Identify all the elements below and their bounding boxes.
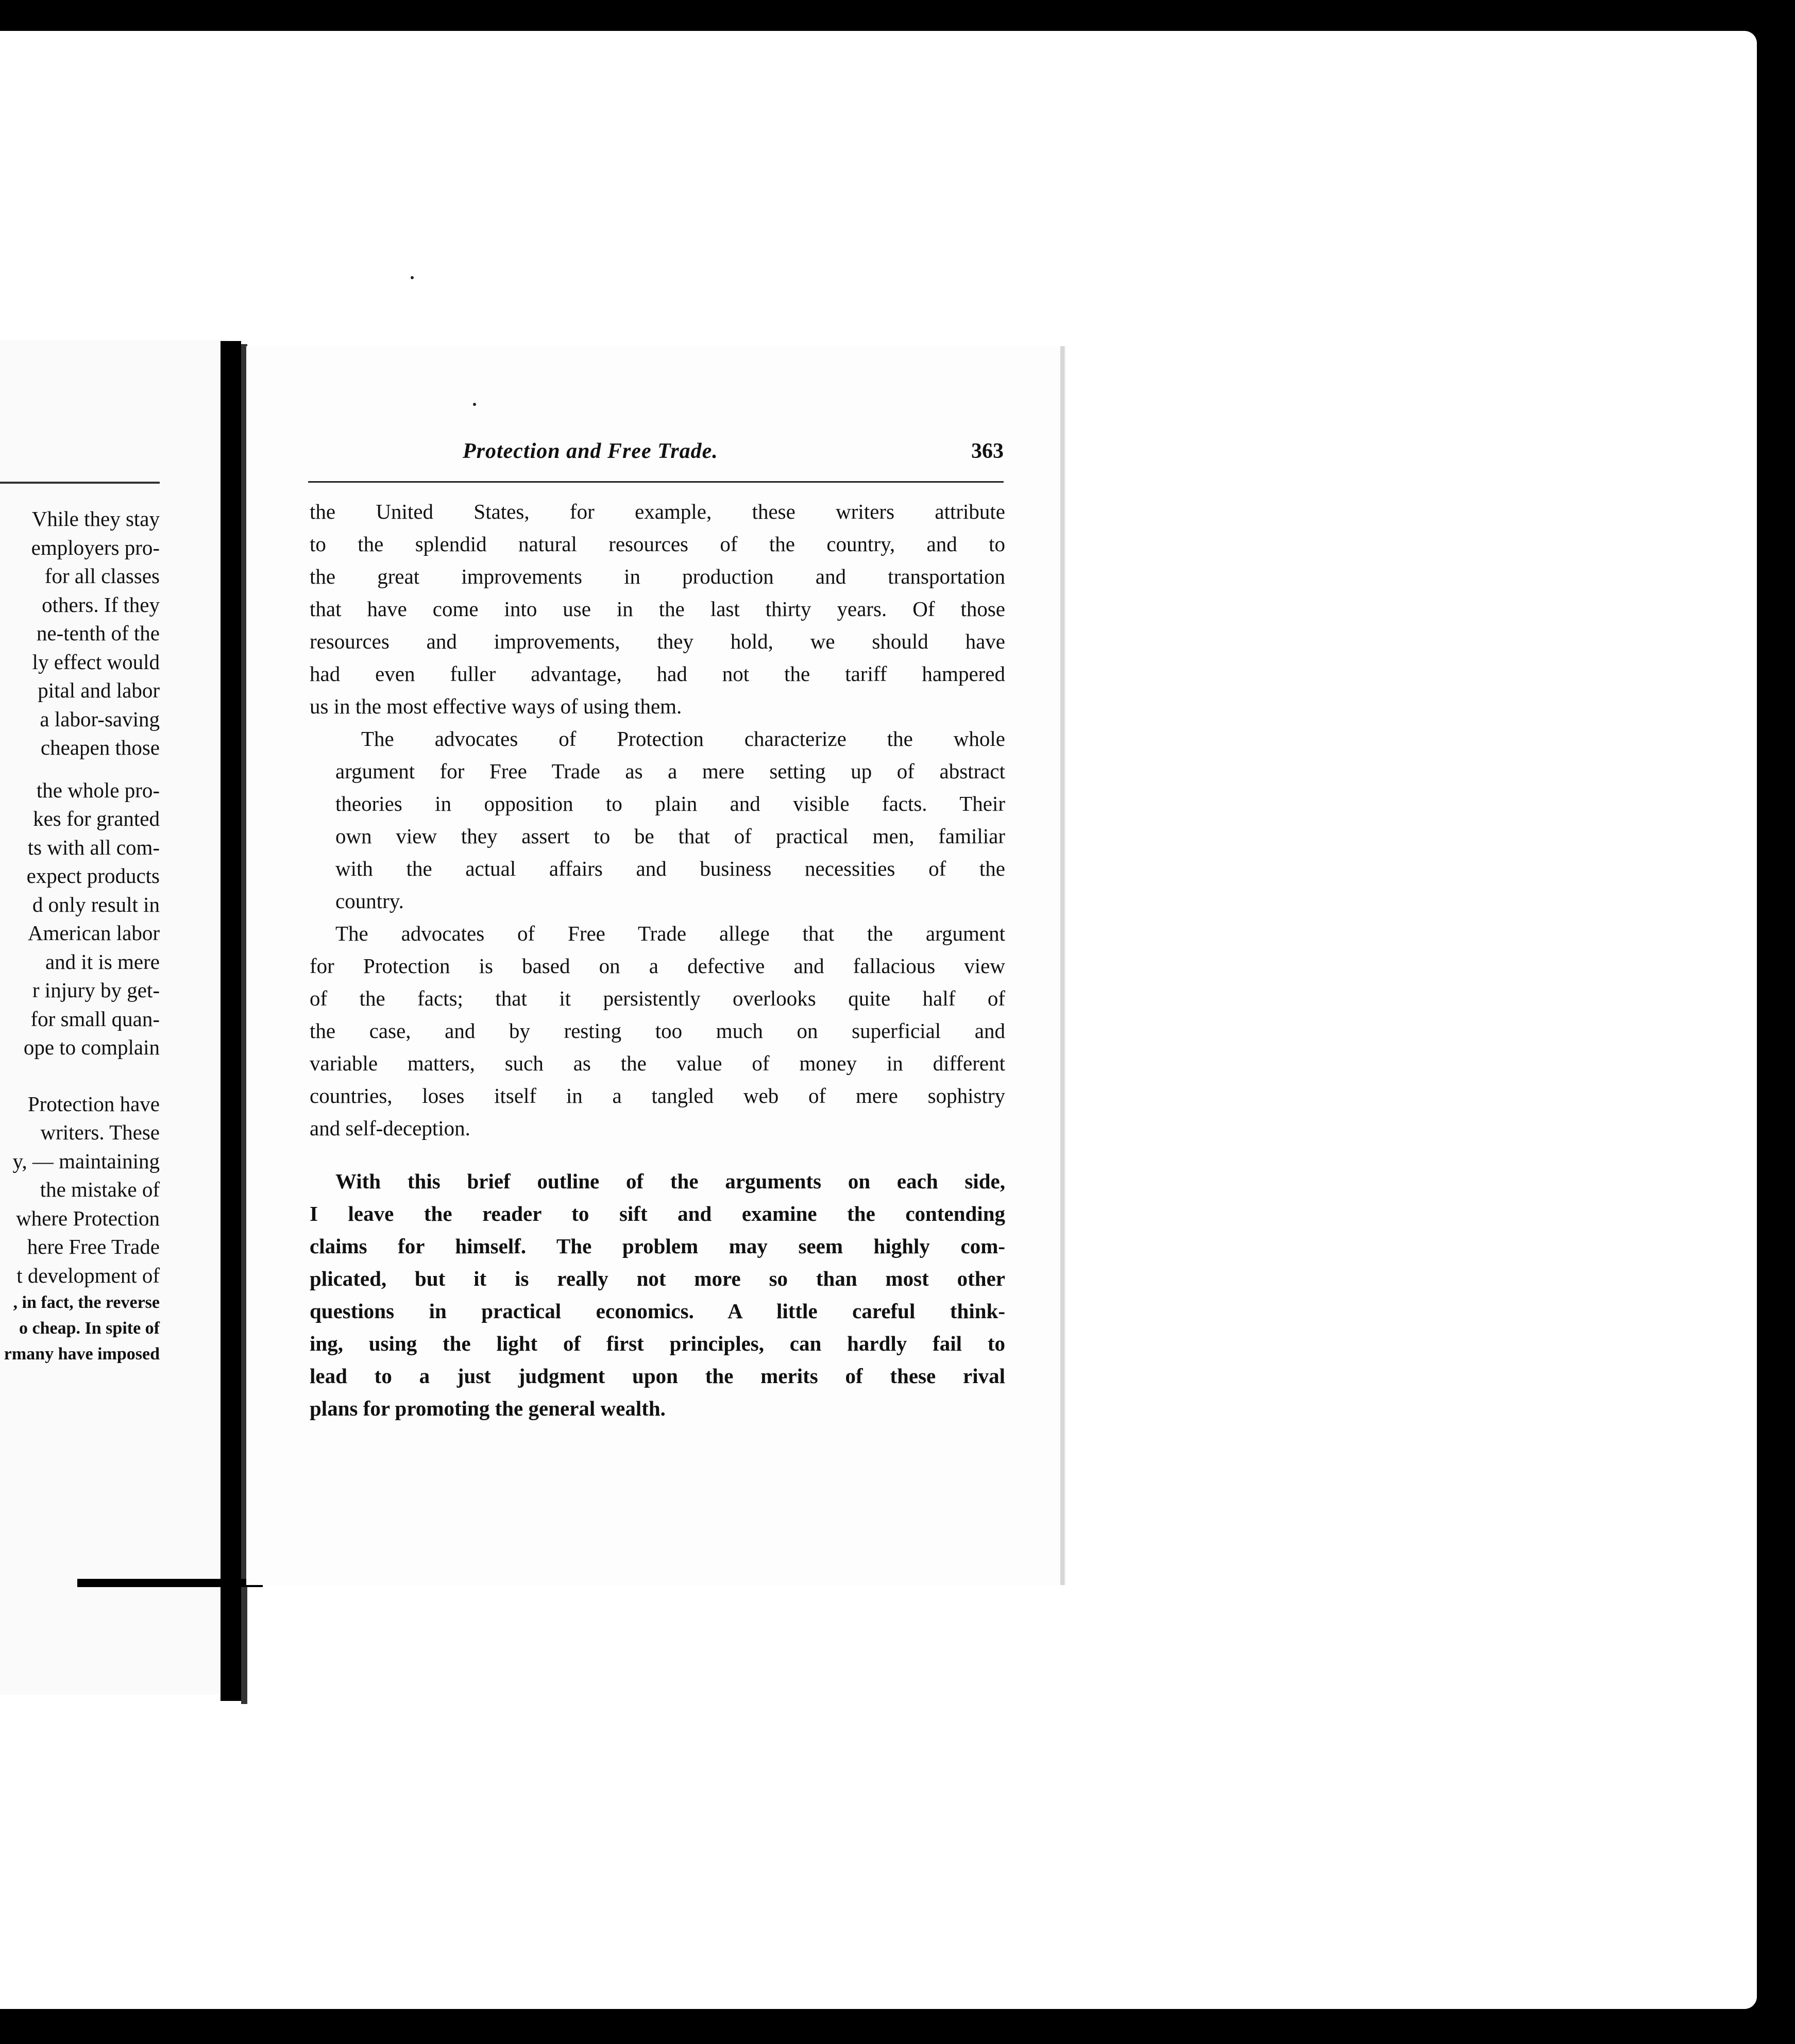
left-line: ts with all com- bbox=[27, 835, 160, 859]
scan-speck bbox=[411, 276, 414, 279]
left-line: d only result in bbox=[32, 892, 160, 916]
body-text bbox=[310, 496, 1005, 1425]
paragraph bbox=[310, 917, 1005, 1145]
left-line: writers. These bbox=[40, 1120, 160, 1144]
text-line: own view they assert to be that of practical men, familiar bbox=[335, 824, 1005, 848]
left-line: ly effect would bbox=[32, 650, 160, 674]
left-line: here Free Trade bbox=[27, 1235, 160, 1258]
text-line: plicated, but it is really not more so than most other bbox=[310, 1267, 1005, 1290]
left-line: a labor-saving bbox=[40, 707, 160, 731]
left-line: r injury by get- bbox=[32, 978, 160, 1002]
text-line: plans for promoting the general wealth. bbox=[310, 1396, 666, 1420]
left-line: others. If they bbox=[42, 592, 160, 617]
left-footnote-line: rmany have imposed bbox=[4, 1344, 160, 1364]
left-line: employers pro- bbox=[31, 535, 160, 559]
left-line: where Protection bbox=[16, 1206, 160, 1230]
text-line: to the splendid natural resources of the country, and to bbox=[310, 532, 1005, 556]
header-rule bbox=[308, 481, 1004, 483]
page-number: 363 bbox=[971, 439, 1004, 463]
closing-paragraph bbox=[310, 1165, 1005, 1425]
left-line: for small quan- bbox=[30, 1007, 160, 1031]
paragraph bbox=[310, 723, 1005, 917]
text-line: With this brief outline of the arguments on each side, bbox=[335, 1169, 1005, 1193]
paragraph bbox=[310, 496, 1005, 723]
text-line: theories in opposition to plain and visible facts. Their bbox=[335, 792, 1005, 815]
left-line: American labor bbox=[27, 921, 160, 945]
text-line: The advocates of Protection characterize the whole bbox=[361, 727, 1005, 751]
book-gutter bbox=[221, 341, 241, 1701]
text-line: the great improvements in production and transportation bbox=[310, 565, 1005, 588]
text-line: questions in practical economics. A little careful think- bbox=[310, 1299, 1005, 1323]
left-line: t development of bbox=[16, 1263, 160, 1287]
left-line: ope to complain bbox=[23, 1035, 160, 1059]
text-line: the case, and by resting too much on superficial and bbox=[310, 1019, 1005, 1043]
text-line: country. bbox=[335, 889, 404, 913]
right-page bbox=[246, 346, 1064, 1585]
scan-speck bbox=[473, 403, 476, 406]
running-title: Protection and Free Trade. bbox=[463, 439, 718, 463]
text-line: I leave the reader to sift and examine the contending bbox=[310, 1202, 1005, 1225]
page-bottom-edge bbox=[77, 1579, 263, 1587]
left-line: Vhile they stay bbox=[31, 507, 160, 531]
text-line: countries, loses itself in a tangled web of mere sophistry bbox=[310, 1084, 1005, 1108]
left-footnote-line: , in fact, the reverse bbox=[13, 1293, 160, 1312]
text-line: ing, using the light of first principles, can hardly fail to bbox=[310, 1332, 1005, 1355]
left-header-rule bbox=[0, 482, 160, 484]
left-line: ne-tenth of the bbox=[36, 621, 160, 645]
left-footnote-line: o cheap. In spite of bbox=[19, 1319, 160, 1338]
text-line: of the facts; that it persistently overlooks quite half of bbox=[310, 986, 1005, 1010]
left-line: the mistake of bbox=[40, 1178, 160, 1201]
text-line: resources and improvements, they hold, we should have bbox=[310, 629, 1005, 653]
left-facing-page bbox=[0, 340, 227, 1695]
left-line: cheapen those bbox=[40, 736, 160, 759]
left-line: y, — maintaining bbox=[12, 1149, 160, 1173]
text-line: and self-deception. bbox=[310, 1116, 470, 1140]
text-line: with the actual affairs and business necessities of the bbox=[335, 857, 1005, 880]
text-line: argument for Free Trade as a mere setting up of abstract bbox=[335, 759, 1005, 783]
left-line: the whole pro- bbox=[36, 778, 160, 802]
text-line: variable matters, such as the value of money in different bbox=[310, 1051, 1005, 1075]
text-line: the United States, for example, these writers attribute bbox=[310, 500, 1005, 523]
left-line: and it is mere bbox=[45, 949, 160, 974]
left-line: for all classes bbox=[44, 564, 160, 588]
text-line: claims for himself. The problem may seem highly com- bbox=[310, 1234, 1005, 1258]
running-head bbox=[463, 439, 1004, 470]
text-line: us in the most effective ways of using them. bbox=[310, 694, 682, 718]
left-line: Protection have bbox=[27, 1092, 160, 1116]
left-line: kes for granted bbox=[33, 807, 160, 830]
text-line: The advocates of Free Trade allege that the argument bbox=[335, 922, 1005, 945]
text-line: for Protection is based on a defective and fallacious view bbox=[310, 954, 1005, 978]
text-line: that have come into use in the last thirty years. Of those bbox=[310, 597, 1005, 621]
text-line: had even fuller advantage, had not the tariff hampered bbox=[310, 662, 1005, 686]
left-line: expect products bbox=[26, 864, 160, 888]
left-page-text bbox=[0, 505, 160, 1367]
left-line: pital and labor bbox=[38, 678, 160, 702]
text-line: lead to a just judgment upon the merits of these rival bbox=[310, 1364, 1005, 1388]
